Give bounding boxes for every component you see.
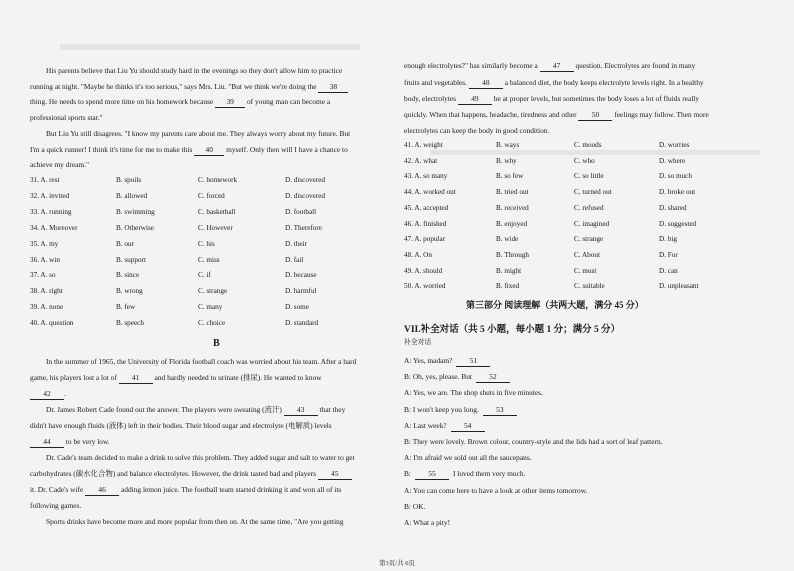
part3-title: 第三部分 阅读理解（共两大题，满分 45 分） (466, 300, 644, 310)
paragraph-line: In the summer of 1965, the University of Florida football coach was worried about his team. After a hard (46, 357, 357, 366)
dialog-text: B: They were lovely. Brown colour, country-style and the lids had a sort of leaf pattern. (404, 437, 663, 446)
dialog-text-after: I loved them very much. (452, 469, 526, 479)
blank-47[interactable]: 47 (540, 61, 574, 72)
option-d[interactable]: D. discovered (285, 176, 325, 184)
option-b[interactable]: B. ways (496, 141, 520, 149)
paragraph-line: enough electrolytes?" has similarly become a 47 question. Electrolytes are found in many (404, 61, 696, 70)
paragraph-line: Dr. Cade's team decided to make a drink to solve this problem. They added sugar and salt to water to get (46, 453, 355, 462)
option-c[interactable]: C. About (574, 250, 600, 259)
option-b[interactable]: B. tried out (496, 188, 529, 197)
dialog-line (404, 469, 525, 480)
blank-51[interactable]: 51 (456, 356, 490, 367)
blank-52[interactable]: 52 (476, 372, 510, 383)
blank-48[interactable]: 48 (469, 78, 503, 89)
option-a[interactable]: 34. A. Moreover (30, 223, 78, 232)
option-d[interactable]: D. fail (285, 255, 304, 264)
paragraph-line: thing. He needs to spend more time on his homework because 39 of young man can become a (30, 97, 331, 106)
scan-smudge (60, 44, 360, 50)
option-d[interactable]: D. some (285, 303, 309, 312)
dialog-text: A: You can come here to have a look at other items tomorrow. (404, 485, 588, 495)
option-c[interactable]: C. miss (198, 255, 220, 264)
blank-39[interactable]: 39 (215, 97, 245, 108)
dialog-line (404, 437, 663, 447)
paragraph-line: body, electrolytes 49 be at proper levels, but sometimes the body loses a lot of fluids really (404, 94, 700, 103)
option-d[interactable]: D. harmful (285, 287, 317, 296)
option-a[interactable]: 37. A. so (30, 271, 56, 280)
paragraph-line: it. Dr. Cade's wife 46 adding lemon juice. The football team started drinking it and won all of its (30, 485, 342, 494)
dialog-text: B: I won't keep you long. (404, 404, 479, 414)
dialog-text: A: I'm afraid we sold out all the saucepans. (404, 453, 532, 463)
paragraph-line: achieve my dream." (30, 160, 90, 169)
blank-50[interactable]: 50 (578, 110, 612, 121)
blank-42[interactable]: 42 (30, 389, 64, 400)
option-c[interactable]: C. forced (198, 191, 225, 200)
option-b[interactable]: B. received (496, 203, 529, 212)
blank-41[interactable]: 41 (119, 373, 153, 384)
paragraph-line: But Liu Yu still disagrees. "I know my parents care about me. They always worry about my future. But (46, 129, 351, 138)
option-b[interactable]: B. Through (496, 250, 530, 259)
paragraph-line: Dr. James Robert Cade found out the answer. The players were sweating (流汗) 43 that they (46, 405, 346, 414)
option-a[interactable]: 35. A. my (30, 239, 59, 248)
paragraph-line: professional sports star." (30, 113, 103, 122)
option-c[interactable]: C. strange (574, 235, 604, 244)
option-d[interactable]: D. because (285, 271, 317, 280)
option-c[interactable]: C. basketball (198, 207, 236, 216)
section7-title: VII.补全对话（共 5 小题，每小题 1 分；满分 5 分） (404, 325, 621, 335)
dialog-line (404, 502, 425, 512)
blank-54[interactable]: 54 (451, 421, 485, 432)
option-b[interactable]: B. since (116, 271, 140, 280)
option-a[interactable]: 45. A. accepted (404, 203, 449, 212)
option-c[interactable]: C. so little (574, 172, 604, 181)
option-b[interactable]: B. swimming (116, 207, 155, 216)
option-a[interactable]: 38. A. right (30, 287, 63, 296)
option-a[interactable]: 40. A. question (30, 319, 74, 328)
option-a[interactable]: 41. A. weight (404, 141, 443, 149)
option-c[interactable]: C. his (198, 239, 215, 248)
paragraph-line: 44 to be very low. (30, 437, 110, 448)
option-b[interactable]: B. so few (496, 172, 524, 181)
blank-40[interactable]: 40 (194, 145, 224, 156)
option-c[interactable]: C. strange (198, 287, 228, 296)
page-footer: 第3页/共 6页 (379, 560, 415, 567)
blank-38[interactable]: 38 (318, 82, 348, 93)
option-a[interactable]: 49. A. should (404, 266, 443, 275)
option-c[interactable]: C. homework (198, 176, 238, 184)
option-a[interactable]: 43. A. so many (404, 172, 448, 181)
option-d[interactable]: D. suggested (659, 219, 697, 228)
paragraph-line: I'm a quick runner! I think it's time for me to make this 40 myself. Only then will I have a chance to (30, 145, 348, 154)
blank-44[interactable]: 44 (30, 437, 64, 448)
option-a[interactable]: 44. A. worked out (404, 188, 456, 197)
option-c[interactable]: C. moods (574, 141, 602, 149)
paragraph-line: Sports drinks have become more and more popular from then on. At the same time, "Are you getting (46, 517, 344, 526)
option-c[interactable]: C. refused (574, 203, 604, 212)
dialog-line (404, 405, 517, 416)
option-d[interactable]: D. unpleasant (659, 282, 699, 291)
option-c[interactable]: C. who (574, 156, 595, 165)
option-c[interactable]: C. However (198, 223, 233, 232)
option-a[interactable]: 48. A. On (404, 250, 432, 259)
scan-smudge (430, 150, 760, 155)
paragraph-line: running at night. "Maybe he thinks it's too serious," says Mrs. Liu. "But we think we're doing the 38 (30, 82, 348, 93)
dialog-line (404, 421, 485, 432)
paragraph-line: quickly. When that happens, headache, tiredness and other 50 feelings may follow. Then more (404, 110, 709, 119)
paragraph-line: His parents believe that Liu Yu should study hard in the evenings so they don't allow him to practice (46, 66, 343, 75)
dialog-text: A: Yes, we are. The shop shuts in five minutes. (404, 388, 543, 398)
option-a[interactable]: 42. A. what (404, 156, 438, 165)
option-c[interactable]: C. must (574, 266, 597, 275)
dialog-line (404, 356, 490, 367)
option-d[interactable]: D. worries (659, 141, 690, 149)
option-a[interactable]: 36. A. win (30, 255, 60, 264)
dialog-line (404, 388, 543, 398)
option-c[interactable]: C. turned out (574, 188, 612, 197)
option-d[interactable]: D. big (659, 235, 677, 244)
option-d[interactable]: D. football (285, 207, 317, 216)
option-b[interactable]: B. support (116, 255, 146, 264)
option-d[interactable]: D. broke out (659, 188, 696, 197)
dialog-line (404, 486, 587, 496)
option-d[interactable]: D. can (659, 266, 678, 275)
option-b[interactable]: B. spoils (116, 176, 142, 184)
option-d[interactable]: D. Therefore (285, 223, 322, 232)
option-c[interactable]: C. suitable (574, 282, 605, 291)
dialog-text: A: What a pity! (404, 518, 451, 527)
blank-43[interactable]: 43 (284, 405, 318, 416)
blank-55[interactable]: 55 (415, 469, 449, 480)
option-a[interactable]: 46. A. finished (404, 219, 447, 228)
dialog-line (404, 372, 510, 383)
paragraph-line: game, his players lost a lot of 41 and hardly needed to urinate (排尿). He wanted to know (30, 373, 322, 382)
option-d[interactable]: D. their (285, 239, 307, 248)
option-a[interactable]: 50. A. worried (404, 282, 446, 291)
option-c[interactable]: C. if (198, 271, 211, 280)
option-d[interactable]: D. For (659, 250, 678, 259)
option-a[interactable]: 47. A. popular (404, 235, 446, 244)
option-c[interactable]: C. many (198, 303, 223, 312)
option-d[interactable]: D. standard (285, 319, 319, 328)
option-c[interactable]: C. choice (198, 319, 226, 328)
dialog-text: A: Last week? (404, 420, 447, 430)
option-b[interactable]: B. our (116, 239, 134, 248)
option-b[interactable]: B. Otherwise (116, 223, 154, 232)
option-a[interactable]: 32. A. invited (30, 191, 70, 200)
option-a[interactable]: 33. A. running (30, 207, 72, 216)
option-d[interactable]: D. so much (659, 172, 692, 181)
paragraph-line: 42 . (30, 389, 66, 400)
blank-53[interactable]: 53 (483, 405, 517, 416)
dialog-text: B: (404, 469, 411, 479)
paragraph-line: electrolytes can keep the body in good condition. (404, 126, 550, 135)
option-a[interactable]: 31. A. rest (30, 176, 60, 184)
blank-46[interactable]: 46 (85, 485, 119, 496)
paragraph-line: carbohydrates (碳水化合物) and balance electrolytes. However, the drink tasted bad and players 45 (30, 469, 352, 480)
dialog-line (404, 453, 532, 463)
blank-45[interactable]: 45 (318, 469, 352, 480)
blank-49[interactable]: 49 (458, 94, 492, 105)
option-b[interactable]: B. enjoyed (496, 219, 528, 228)
option-b[interactable]: B. wide (496, 235, 519, 244)
dialog-line (404, 518, 450, 528)
paragraph-line: didn't have enough fluids (液体) left in their bodies. Their blood sugar and electrolyte (电解质) levels (30, 421, 332, 430)
option-a[interactable]: 39. A. none (30, 303, 64, 312)
option-b[interactable]: B. might (496, 266, 522, 275)
option-d[interactable]: D. shared (659, 203, 687, 212)
paragraph-line: following games. (30, 501, 82, 510)
option-b[interactable]: B. fixed (496, 282, 520, 291)
option-b[interactable]: B. why (496, 156, 517, 165)
section7-subtitle: 补全对话 (404, 339, 432, 346)
option-b[interactable]: B. allowed (116, 191, 148, 200)
section-b-heading: B (213, 338, 220, 349)
option-b[interactable]: B. few (116, 303, 136, 312)
dialog-text: B: OK. (404, 501, 426, 511)
option-c[interactable]: C. imagined (574, 219, 610, 228)
option-d[interactable]: D. where (659, 156, 686, 165)
dialog-text: A: Yes, madam? (404, 356, 453, 365)
paragraph-line: fruits and vegetables. 48 a balanced diet, the body keeps electrolyte levels right. In a healthy (404, 78, 704, 87)
dialog-text: B: Oh, yes, please. But (404, 372, 472, 382)
option-b[interactable]: B. wrong (116, 287, 143, 296)
option-d[interactable]: D. discovered (285, 191, 325, 200)
option-b[interactable]: B. speech (116, 319, 144, 328)
